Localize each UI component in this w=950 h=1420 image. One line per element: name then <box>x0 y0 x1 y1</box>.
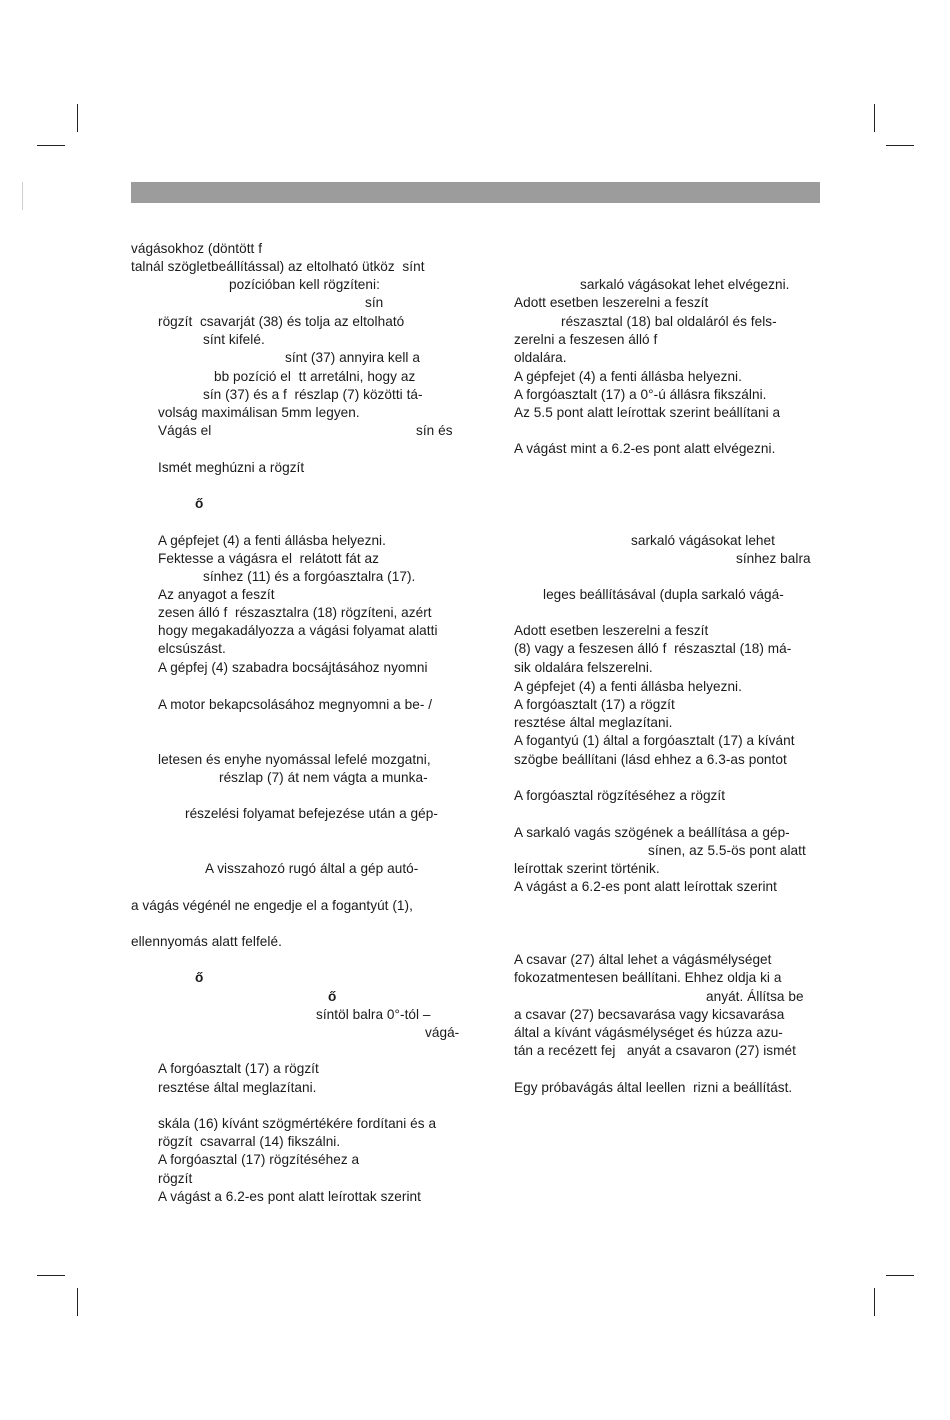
crop-mark-top-right-vertical <box>874 104 875 132</box>
crop-mark-top-left-horizontal <box>37 145 65 146</box>
text-line: A gépfejet (4) a fenti állásba helyezni. <box>514 679 742 694</box>
text-line: pozícióban kell rögzíteni: <box>229 277 380 292</box>
text-line: Adott esetben leszerelni a feszít <box>514 623 709 638</box>
text-line: elcsúszást. <box>158 641 226 656</box>
text-line: A visszahozó rugó által a gép autó- <box>205 861 419 876</box>
text-line: Vágás el <box>158 423 212 438</box>
text-line: a vágás végénél ne engedje el a fogantyút (1), <box>131 898 413 913</box>
text-line: sínen, az 5.5-ös pont alatt <box>648 843 806 858</box>
crop-mark-bottom-left-vertical <box>77 1288 78 1316</box>
text-line: A gépfejet (4) a fenti állásba helyezni. <box>514 369 742 384</box>
text-line: skála (16) kívánt szögmértékére fordítani és a <box>158 1116 437 1131</box>
text-line: sínt kifelé. <box>203 332 265 347</box>
text-line: bb pozíció el tt arretálni, hogy az <box>214 369 416 384</box>
text-line: rögzít csavarját (38) és tolja az eltolható <box>158 314 405 329</box>
text-line: A gépfej (4) szabadra bocsájtásához nyomni <box>158 660 428 675</box>
text-line: anyát. Állítsa be <box>706 989 804 1004</box>
text-line: ellennyomás alatt felfelé. <box>131 934 282 949</box>
text-line: A forgóasztalt (17) a 0°-ú állásra fikszálni. <box>514 387 767 402</box>
text-line: A vágást a 6.2-es pont alatt leírottak szerint <box>158 1189 421 1204</box>
text-line: A vágást mint a 6.2-es pont alatt elvégezni. <box>514 441 776 456</box>
crop-mark-bottom-right-vertical <box>874 1288 875 1316</box>
text-line: sín <box>365 295 384 310</box>
text-line: Ismét meghúzni a rögzít <box>158 460 305 475</box>
text-line: A gépfejet (4) a fenti állásba helyezni. <box>158 533 386 548</box>
text-line: síntöl balra 0°-tól – <box>316 1007 431 1022</box>
text-line: rögzít csavarral (14) fikszálni. <box>158 1134 341 1149</box>
text-line: ő <box>195 970 204 985</box>
text-line: vágásokhoz (döntött f <box>131 241 263 256</box>
text-line: sínt (37) annyira kell a <box>285 350 420 365</box>
text-line: ő <box>195 496 204 511</box>
text-line: A forgóasztal rögzítéséhez a rögzít <box>514 788 726 803</box>
text-line: leges beállításával (dupla sarkaló vágá- <box>543 587 784 602</box>
text-line: rögzít <box>158 1171 193 1186</box>
text-line: részelési folyamat befejezése után a gép- <box>185 806 438 821</box>
text-line: A sarkaló vagás szögének a beállítása a gép- <box>514 825 790 840</box>
section-header-bar <box>131 182 820 203</box>
text-line: A fogantyú (1) által a forgóasztalt (17) a kívánt <box>514 733 795 748</box>
text-line: szögbe beállítani (lásd ehhez a 6.3-as pontot <box>514 752 787 767</box>
crop-mark-bottom-right-horizontal <box>886 1275 914 1276</box>
text-line: letesen és enyhe nyomással lefelé mozgatni, <box>158 752 431 767</box>
text-line: volság maximálisan 5mm legyen. <box>158 405 360 420</box>
text-line: (8) vagy a feszesen álló f részasztal (18) má- <box>514 641 792 656</box>
crop-mark-top-left-vertical <box>77 104 78 132</box>
text-line: zesen álló f részasztalra (18) rögzíteni, azért <box>158 605 432 620</box>
text-line: talnál szögletbeállítással) az eltolható ütköz sínt <box>131 259 425 274</box>
text-line: sarkaló vágásokat lehet <box>631 533 775 548</box>
text-line: sínhez (11) és a forgóasztalra (17). <box>203 569 416 584</box>
registration-tick <box>22 182 23 210</box>
text-line: sik oldalára felszerelni. <box>514 660 653 675</box>
text-line: A motor bekapcsolásához megnyomni a be- / <box>158 697 433 712</box>
text-line: Adott esetben leszerelni a feszít <box>514 295 709 310</box>
text-line: A forgóasztal (17) rögzítéséhez a <box>158 1152 360 1167</box>
text-line: zerelni a feszesen álló f <box>514 332 658 347</box>
text-line: részlap (7) át nem vágta a munka- <box>219 770 428 785</box>
text-line: sín (37) és a f részlap (7) közötti tá- <box>203 387 423 402</box>
text-line: resztése által meglazítani. <box>514 715 673 730</box>
text-line: által a kívánt vágásmélységet és húzza azu- <box>514 1025 783 1040</box>
text-line: fokozatmentesen beállítani. Ehhez oldja ki a <box>514 970 782 985</box>
text-line: resztése által meglazítani. <box>158 1080 317 1095</box>
text-line: Egy próbavágás által leellen rizni a beállítást. <box>514 1080 793 1095</box>
text-line: leírottak szerint történik. <box>514 861 660 876</box>
text-line: oldalára. <box>514 350 567 365</box>
text-line: vágá- <box>425 1025 460 1040</box>
text-line: részasztal (18) bal oldaláról és fels- <box>561 314 777 329</box>
text-line: Fektesse a vágásra el relátott fát az <box>158 551 380 566</box>
text-line: a csavar (27) becsavarása vagy kicsavarása <box>514 1007 785 1022</box>
text-line: sínhez balra <box>736 551 811 566</box>
text-line: sín és <box>416 423 453 438</box>
crop-mark-bottom-left-horizontal <box>37 1275 65 1276</box>
text-line: hogy megakadályozza a vágási folyamat alatti <box>158 623 438 638</box>
crop-mark-top-right-horizontal <box>886 145 914 146</box>
text-line: Az 5.5 pont alatt leírottak szerint beállítani a <box>514 405 781 420</box>
text-line: A vágást a 6.2-es pont alatt leírottak szerint <box>514 879 777 894</box>
text-line: A forgóasztalt (17) a rögzít <box>158 1061 319 1076</box>
text-line: A csavar (27) által lehet a vágásmélységet <box>514 952 772 967</box>
text-line: A forgóasztalt (17) a rögzít <box>514 697 675 712</box>
text-line: ő <box>328 989 337 1004</box>
text-line: tán a recézett fej anyát a csavaron (27) ismét <box>514 1043 796 1058</box>
text-line: sarkaló vágásokat lehet elvégezni. <box>580 277 790 292</box>
text-line: Az anyagot a feszít <box>158 587 275 602</box>
